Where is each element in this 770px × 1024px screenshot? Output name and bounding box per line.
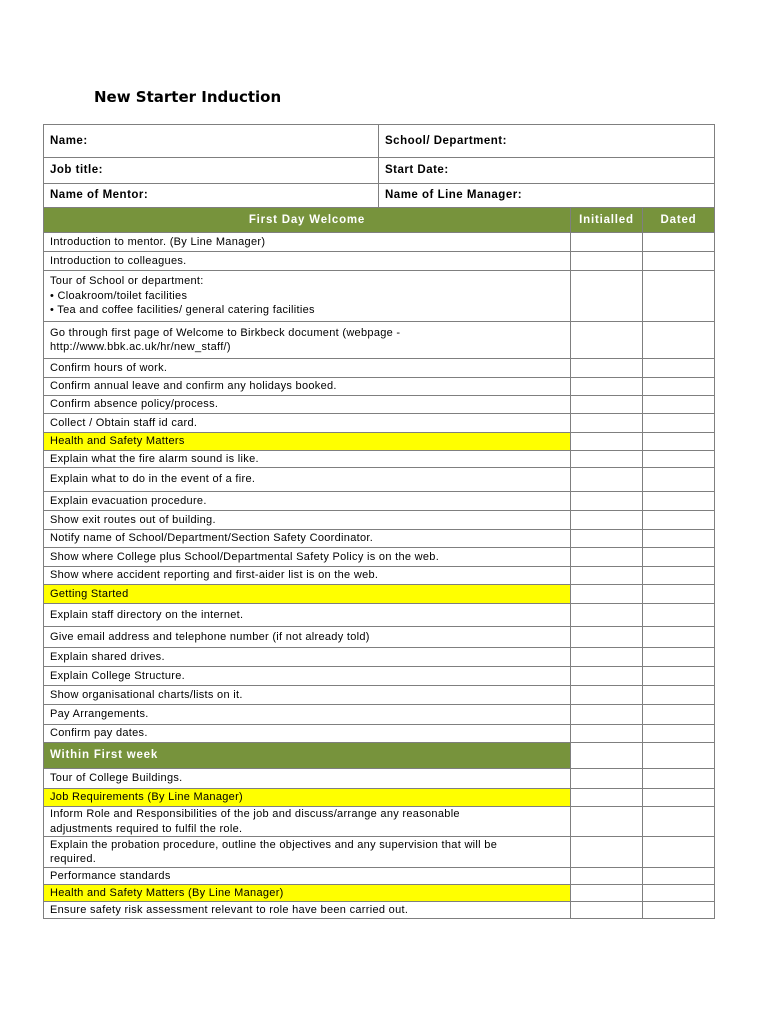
dated-cell[interactable] bbox=[643, 567, 715, 585]
table-row bbox=[44, 451, 715, 468]
task-text: Notify name of School/Department/Section Safety Coordinator. bbox=[44, 530, 571, 548]
initialled-cell[interactable] bbox=[571, 686, 643, 705]
dated-cell[interactable] bbox=[643, 868, 715, 885]
initialled-cell[interactable] bbox=[571, 885, 643, 902]
initialled-cell[interactable] bbox=[571, 492, 643, 511]
initialled-cell[interactable] bbox=[571, 548, 643, 567]
name-field[interactable]: Name: bbox=[44, 125, 379, 158]
task-text: Performance standards bbox=[44, 868, 571, 885]
dated-cell[interactable] bbox=[643, 233, 715, 252]
document-title: New Starter Induction bbox=[94, 88, 282, 106]
table-row bbox=[44, 769, 715, 789]
initialled-cell[interactable] bbox=[571, 585, 643, 604]
initialled-cell[interactable] bbox=[571, 648, 643, 667]
task-text: Show exit routes out of building. bbox=[44, 511, 571, 530]
task-line: Inform Role and Responsibilities of the job and discuss/arrange any reasonable bbox=[50, 808, 460, 820]
dated-cell[interactable] bbox=[643, 530, 715, 548]
dated-cell[interactable] bbox=[643, 492, 715, 511]
task-text: Show where accident reporting and first-aider list is on the web. bbox=[44, 567, 571, 585]
dated-cell[interactable] bbox=[643, 705, 715, 725]
dated-cell[interactable] bbox=[643, 837, 715, 868]
task-text: Introduction to mentor. (By Line Manager) bbox=[44, 233, 571, 252]
table-row bbox=[44, 868, 715, 885]
section-row bbox=[44, 789, 715, 807]
table-row bbox=[44, 530, 715, 548]
dated-cell[interactable] bbox=[643, 359, 715, 378]
initialled-cell[interactable] bbox=[571, 233, 643, 252]
initialled-cell[interactable] bbox=[571, 322, 643, 359]
dated-cell[interactable] bbox=[643, 807, 715, 837]
task-text bbox=[44, 271, 571, 322]
dated-cell[interactable] bbox=[643, 322, 715, 359]
dated-cell[interactable] bbox=[643, 885, 715, 902]
job-title-field[interactable]: Job title: bbox=[44, 158, 379, 184]
table-row bbox=[44, 807, 715, 837]
dated-cell[interactable] bbox=[643, 627, 715, 648]
initialled-cell[interactable] bbox=[571, 396, 643, 414]
table-row bbox=[44, 837, 715, 868]
initialled-cell[interactable] bbox=[571, 769, 643, 789]
dated-cell[interactable] bbox=[643, 789, 715, 807]
task-text: Explain evacuation procedure. bbox=[44, 492, 571, 511]
dated-cell[interactable] bbox=[643, 725, 715, 743]
section-row bbox=[44, 885, 715, 902]
initialled-cell[interactable] bbox=[571, 604, 643, 627]
line-manager-field[interactable]: Name of Line Manager: bbox=[379, 184, 715, 208]
task-line: http://www.bbk.ac.uk/hr/new_staff/) bbox=[50, 341, 231, 353]
initialled-cell[interactable] bbox=[571, 567, 643, 585]
task-text: Give email address and telephone number (if not already told) bbox=[44, 627, 571, 648]
table-row bbox=[44, 492, 715, 511]
task-line: adjustments required to fulfil the role. bbox=[50, 822, 243, 835]
dated-cell[interactable] bbox=[643, 271, 715, 322]
task-text: Show where College plus School/Departmental Safety Policy is on the web. bbox=[44, 548, 571, 567]
initialled-cell[interactable] bbox=[571, 511, 643, 530]
table-row bbox=[44, 322, 715, 359]
initialled-cell[interactable] bbox=[571, 627, 643, 648]
task-text bbox=[44, 837, 571, 868]
dated-cell[interactable] bbox=[643, 396, 715, 414]
section-row bbox=[44, 433, 715, 451]
task-line: Go through first page of Welcome to Birkbeck document (webpage - bbox=[50, 326, 401, 339]
task-line: • Tea and coffee facilities/ general catering facilities bbox=[50, 304, 315, 317]
table-row bbox=[44, 252, 715, 271]
initialled-cell[interactable] bbox=[571, 271, 643, 322]
dated-cell[interactable] bbox=[643, 604, 715, 627]
task-line: Tour of School or department: bbox=[50, 275, 204, 288]
induction-checklist-table bbox=[43, 124, 715, 919]
dated-cell[interactable] bbox=[643, 743, 715, 769]
initialled-cell[interactable] bbox=[571, 530, 643, 548]
dated-cell[interactable] bbox=[643, 252, 715, 271]
table-row bbox=[44, 468, 715, 492]
initialled-header: Initialled bbox=[571, 208, 643, 233]
dated-cell[interactable] bbox=[643, 451, 715, 468]
info-row-mentor bbox=[44, 184, 715, 208]
table-row bbox=[44, 902, 715, 919]
task-text: Explain what to do in the event of a fire. bbox=[44, 468, 571, 492]
school-department-field[interactable]: School/ Department: bbox=[379, 125, 715, 158]
task-text: Introduction to colleagues. bbox=[44, 252, 571, 271]
initialled-cell[interactable] bbox=[571, 433, 643, 451]
task-text: Explain what the fire alarm sound is like. bbox=[44, 451, 571, 468]
initialled-cell[interactable] bbox=[571, 807, 643, 837]
table-row bbox=[44, 511, 715, 530]
table-row bbox=[44, 648, 715, 667]
dated-cell[interactable] bbox=[643, 667, 715, 686]
table-row bbox=[44, 604, 715, 627]
task-line: • Cloakroom/toilet facilities bbox=[50, 289, 188, 302]
start-date-field[interactable]: Start Date: bbox=[379, 158, 715, 184]
within-first-week-header: Within First week bbox=[44, 743, 571, 769]
task-text bbox=[44, 322, 571, 359]
initialled-cell[interactable] bbox=[571, 451, 643, 468]
initialled-cell[interactable] bbox=[571, 725, 643, 743]
task-text: Ensure safety risk assessment relevant to role have been carried out. bbox=[44, 902, 571, 919]
task-text: Explain College Structure. bbox=[44, 667, 571, 686]
dated-cell[interactable] bbox=[643, 511, 715, 530]
task-text bbox=[44, 807, 571, 837]
table-row bbox=[44, 667, 715, 686]
table-row bbox=[44, 396, 715, 414]
initialled-cell[interactable] bbox=[571, 667, 643, 686]
task-text: Show organisational charts/lists on it. bbox=[44, 686, 571, 705]
dated-cell[interactable] bbox=[643, 468, 715, 492]
task-text: Collect / Obtain staff id card. bbox=[44, 414, 571, 433]
section-heading-getting-started: Getting Started bbox=[44, 585, 571, 604]
initialled-cell[interactable] bbox=[571, 378, 643, 396]
dated-cell[interactable] bbox=[643, 585, 715, 604]
table-row bbox=[44, 359, 715, 378]
task-line: required. bbox=[50, 853, 97, 865]
dated-cell[interactable] bbox=[643, 902, 715, 919]
task-text: Explain staff directory on the internet. bbox=[44, 604, 571, 627]
first-day-header-row bbox=[44, 208, 715, 233]
info-row-job bbox=[44, 158, 715, 184]
table-row bbox=[44, 548, 715, 567]
initialled-cell[interactable] bbox=[571, 902, 643, 919]
table-row bbox=[44, 567, 715, 585]
mentor-field[interactable]: Name of Mentor: bbox=[44, 184, 379, 208]
table-row bbox=[44, 233, 715, 252]
info-row-name bbox=[44, 125, 715, 158]
section-heading-health-safety-line-manager: Health and Safety Matters (By Line Manager) bbox=[44, 885, 571, 902]
initialled-cell[interactable] bbox=[571, 414, 643, 433]
table-row bbox=[44, 686, 715, 705]
task-line: Explain the probation procedure, outline the objectives and any supervision that will be bbox=[50, 838, 498, 851]
dated-cell[interactable] bbox=[643, 378, 715, 396]
first-day-welcome-header: First Day Welcome bbox=[44, 208, 571, 233]
dated-cell[interactable] bbox=[643, 769, 715, 789]
dated-cell[interactable] bbox=[643, 414, 715, 433]
dated-cell[interactable] bbox=[643, 548, 715, 567]
section-heading-health-safety: Health and Safety Matters bbox=[44, 433, 571, 451]
dated-header: Dated bbox=[643, 208, 715, 233]
table-row bbox=[44, 627, 715, 648]
initialled-cell[interactable] bbox=[571, 252, 643, 271]
task-text: Confirm pay dates. bbox=[44, 725, 571, 743]
initialled-cell[interactable] bbox=[571, 705, 643, 725]
table-row bbox=[44, 414, 715, 433]
initialled-cell[interactable] bbox=[571, 468, 643, 492]
initialled-cell[interactable] bbox=[571, 868, 643, 885]
section-row bbox=[44, 585, 715, 604]
table-row bbox=[44, 378, 715, 396]
task-text: Tour of College Buildings. bbox=[44, 769, 571, 789]
table-row bbox=[44, 705, 715, 725]
initialled-cell[interactable] bbox=[571, 359, 643, 378]
task-text: Explain shared drives. bbox=[44, 648, 571, 667]
task-text: Pay Arrangements. bbox=[44, 705, 571, 725]
task-text: Confirm hours of work. bbox=[44, 359, 571, 378]
dated-cell[interactable] bbox=[643, 433, 715, 451]
initialled-cell[interactable] bbox=[571, 743, 643, 769]
initialled-cell[interactable] bbox=[571, 837, 643, 868]
task-text: Confirm absence policy/process. bbox=[44, 396, 571, 414]
initialled-cell[interactable] bbox=[571, 789, 643, 807]
dated-cell[interactable] bbox=[643, 648, 715, 667]
dated-cell[interactable] bbox=[643, 686, 715, 705]
section-heading-job-requirements: Job Requirements (By Line Manager) bbox=[44, 789, 571, 807]
within-first-week-header-row bbox=[44, 743, 715, 769]
table-row bbox=[44, 725, 715, 743]
task-text: Confirm annual leave and confirm any holidays booked. bbox=[44, 378, 571, 396]
table-row bbox=[44, 271, 715, 322]
